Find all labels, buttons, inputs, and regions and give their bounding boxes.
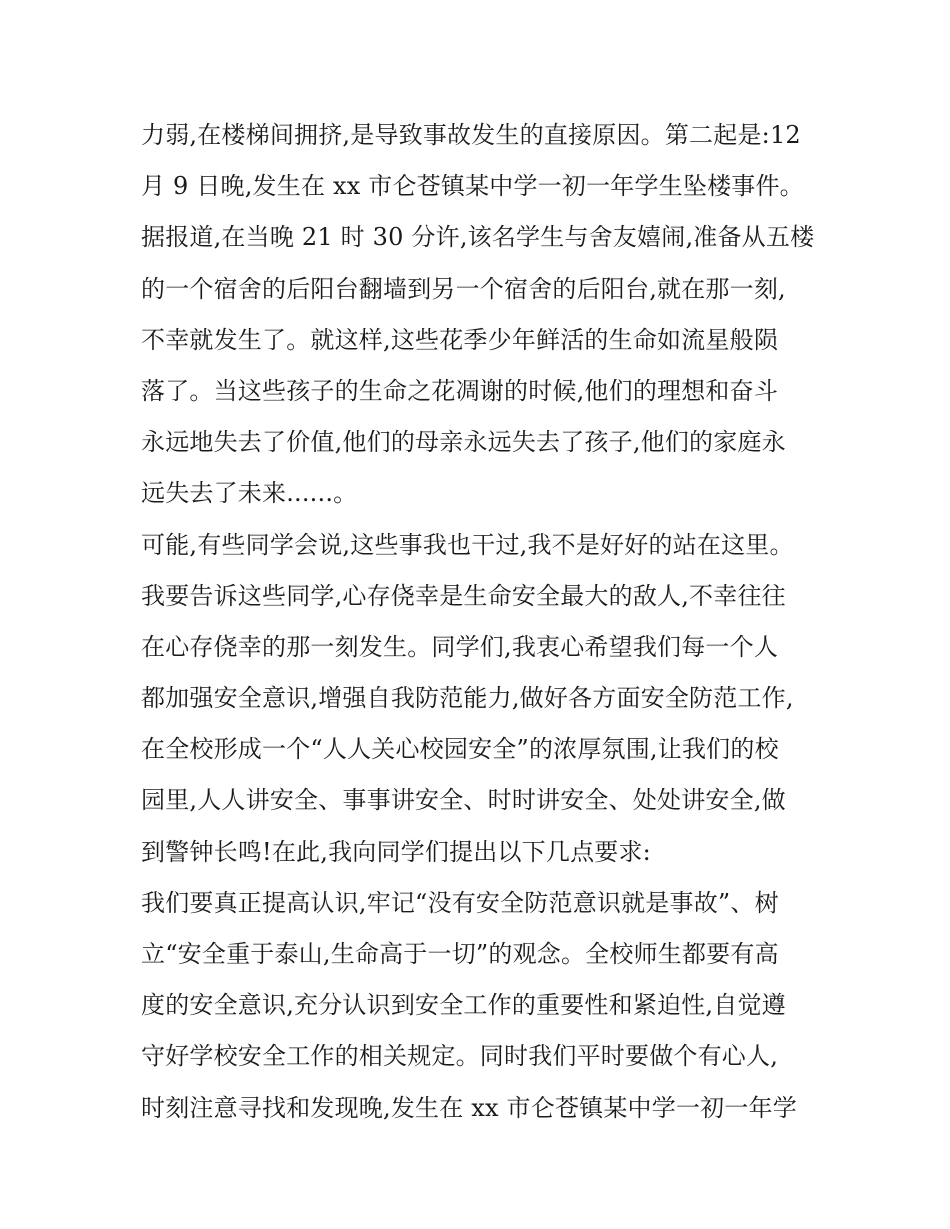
text-line: 月 9 日晚,发生在 xx 市仑苍镇某中学一初一年学生坠楼事件。 (141, 172, 804, 201)
text-line: 力弱,在楼梯间拥挤,是导致事故发生的直接原因。第二起是:12 (141, 121, 801, 149)
text-line: 都加强安全意识,增强自我防范能力,做好各方面安全防范工作, (141, 684, 794, 713)
text-line: 永远地失去了价值,他们的母亲永远失去了孩子,他们的家庭永 (141, 428, 786, 457)
text-line: 度的安全意识,充分认识到安全工作的重要性和紧迫性,自觉遵 (141, 991, 786, 1020)
text-line: 落了。当这些孩子的生命之花凋谢的时候,他们的理想和奋斗 (141, 376, 779, 405)
text-line: 的一个宿舍的后阳台翻墙到另一个宿舍的后阳台,就在那一刻, (141, 274, 786, 303)
text-line: 在心存侥幸的那一刻发生。同学们,我衷心希望我们每一个人 (141, 632, 779, 661)
text-line: 我们要真正提高认识,牢记“没有安全防范意识就是事故”、树 (141, 888, 779, 917)
text-line: 到警钟长鸣!在此,我向同学们提出以下几点要求: (141, 837, 651, 866)
text-line: 可能,有些同学会说,这些事我也干过,我不是好好的站在这里。 (141, 530, 794, 559)
text-line: 不幸就发生了。就这样,这些花季少年鲜活的生命如流星般陨 (141, 325, 779, 354)
text-line: 时刻注意寻找和发现晚,发生在 xx 市仑苍镇某中学一初一年学 (141, 1093, 797, 1122)
text-line: 据报道,在当晚 21 时 30 分许,该名学生与舍友嬉闹,准备从五楼 (141, 223, 815, 252)
text-line: 园里,人人讲安全、事事讲安全、时时讲安全、处处讲安全,做 (141, 786, 786, 815)
body-text (141, 110, 815, 1134)
text-line: 远失去了未来......。 (141, 479, 358, 508)
text-line: 我要告诉这些同学,心存侥幸是生命安全最大的敌人,不幸往往 (141, 581, 786, 610)
text-line: 立“安全重于泰山,生命高于一切”的观念。全校师生都要有高 (141, 940, 779, 968)
text-line: 在全校形成一个“人人关心校园安全”的浓厚氛围,让我们的校 (141, 735, 779, 764)
text-line: 守好学校安全工作的相关规定。同时我们平时要做个有心人, (141, 1042, 779, 1071)
